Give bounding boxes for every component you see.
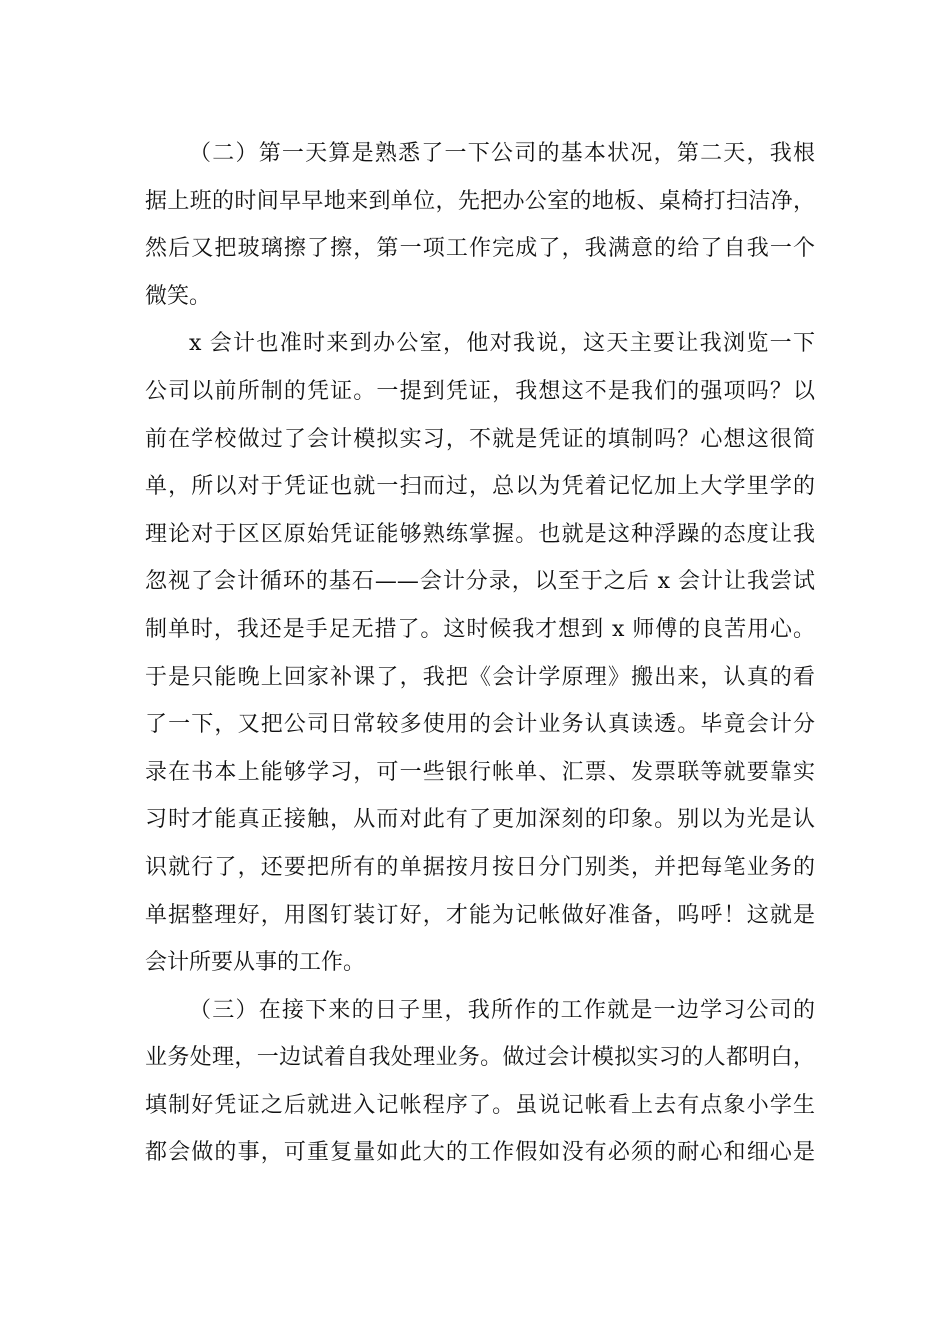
text-line: 都会做的事，可重复量如此大的工作假如没有必须的耐心和细心是 [145,1140,815,1166]
paragraph-3 [145,987,815,1177]
paragraph-x-accountant [145,320,815,986]
text-line: 制单时，我还是手足无措了。这时候我才想到 x 师傅的良苦用心。 [145,616,815,642]
text-line: 然后又把玻璃擦了擦，第一项工作完成了，我满意的给了自我一个 [145,236,815,262]
text-line: （三）在接下来的日子里，我所作的工作就是一边学习公司的 [189,997,815,1023]
text-line: 习时才能真正接触，从而对此有了更加深刻的印象。别以为光是认 [145,807,815,833]
body-text [145,130,815,1177]
text-line: 忽视了会计循环的基石——会计分录，以至于之后 x 会计让我尝试 [145,569,815,595]
text-line: （二）第一天算是熟悉了一下公司的基本状况，第二天，我根 [189,141,815,166]
text-line: 单据整理好，用图钉装订好，才能为记帐做好准备，呜呼！这就是 [145,902,815,928]
text-line: 单，所以对于凭证也就一扫而过，总以为凭着记忆加上大学里学的 [145,474,815,500]
text-line: 填制好凭证之后就进入记帐程序了。虽说记帐看上去有点象小学生 [145,1092,815,1118]
text-line: 公司以前所制的凭证。一提到凭证，我想这不是我们的强项吗？以 [145,378,815,404]
text-line: 了一下，又把公司日常较多使用的会计业务认真读透。毕竟会计分 [145,712,815,738]
text-line: 识就行了，还要把所有的单据按月按日分门别类，并把每笔业务的 [145,854,815,880]
text-line: 于是只能晚上回家补课了，我把《会计学原理》搬出来，认真的看 [145,664,815,690]
text-line: 前在学校做过了会计模拟实习，不就是凭证的填制吗？心想这很简 [145,426,815,452]
text-line: 理论对于区区原始凭证能够熟练掌握。也就是这种浮躁的态度让我 [145,521,815,547]
text-line: 微笑。 [145,283,212,309]
text-line: 录在书本上能够学习，可一些银行帐单、汇票、发票联等就要靠实 [145,759,815,785]
text-line: 据上班的时间早早地来到单位，先把办公室的地板、桌椅打扫洁净， [145,188,815,214]
text-line: 业务处理，一边试着自我处理业务。做过会计模拟实习的人都明白， [145,1045,815,1071]
text-line: 会计所要从事的工作。 [145,950,366,976]
paragraph-2 [145,130,815,320]
text-line: x 会计也准时来到办公室，他对我说，这天主要让我浏览一下 [189,331,815,357]
